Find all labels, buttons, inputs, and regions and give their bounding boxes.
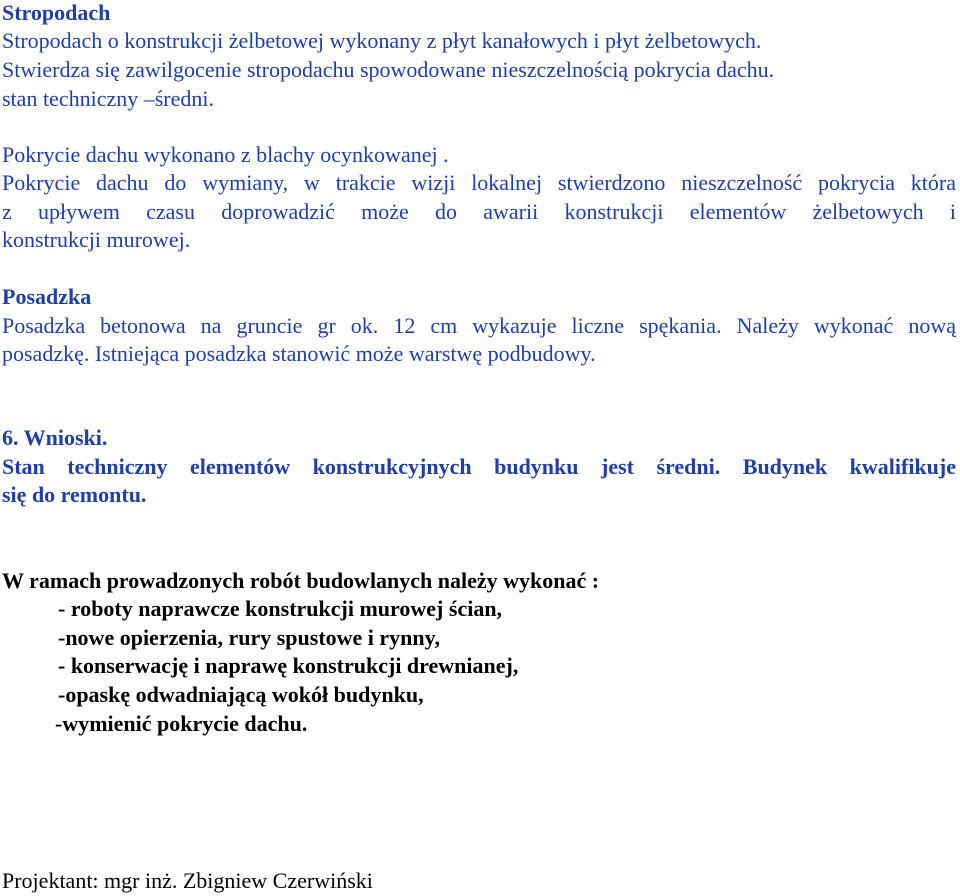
conclusion-line: Stan techniczny elementów konstrukcyjnych budynku jest średni. Budynek kwalifikuje xyxy=(2,454,956,479)
section-heading-stropodach: Stropodach xyxy=(2,0,111,25)
paragraph-line: stan techniczny –średni. xyxy=(2,86,214,111)
paragraph-line: z upływem czasu doprowadzić może do awarii konstrukcji elementów żelbetowych i xyxy=(2,199,956,224)
works-list-item: - roboty naprawcze konstrukcji murowej ścian, xyxy=(58,596,503,621)
section-heading-posadzka: Posadzka xyxy=(2,284,92,309)
paragraph-line: Posadzka betonowa na gruncie gr ok. 12 cm wykazuje liczne spękania. Należy wykonać nową xyxy=(2,313,956,338)
paragraph-line: Pokrycie dachu wykonano z blachy ocynkowanej . xyxy=(2,142,449,167)
works-list-item: -wymienić pokrycie dachu. xyxy=(55,711,308,736)
section-heading-wnioski: 6. Wnioski. xyxy=(2,425,108,450)
works-list-item: -opaskę odwadniającą wokół budynku, xyxy=(58,682,424,707)
works-list-item: -nowe opierzenia, rury spustowe i rynny, xyxy=(58,625,440,650)
works-intro: W ramach prowadzonych robót budowlanych należy wykonać : xyxy=(2,568,600,593)
paragraph-line: posadzkę. Istniejąca posadzka stanowić może warstwę podbudowy. xyxy=(2,341,596,366)
paragraph-line: konstrukcji murowej. xyxy=(2,227,191,252)
paragraph-line: Pokrycie dachu do wymiany, w trakcie wizji lokalnej stwierdzono nieszczelność pokrycia która xyxy=(2,170,956,195)
paragraph-line: Stwierdza się zawilgocenie stropodachu spowodowane nieszczelnością pokrycia dachu. xyxy=(2,57,775,82)
paragraph-line: Stropodach o konstrukcji żelbetowej wykonany z płyt kanałowych i płyt żelbetowych. xyxy=(2,28,762,53)
designer-signature-line: Projektant: mgr inż. Zbigniew Czerwiński xyxy=(2,868,373,893)
works-list-item: - konserwację i naprawę konstrukcji drewnianej, xyxy=(58,653,519,678)
conclusion-line: się do remontu. xyxy=(2,482,147,507)
